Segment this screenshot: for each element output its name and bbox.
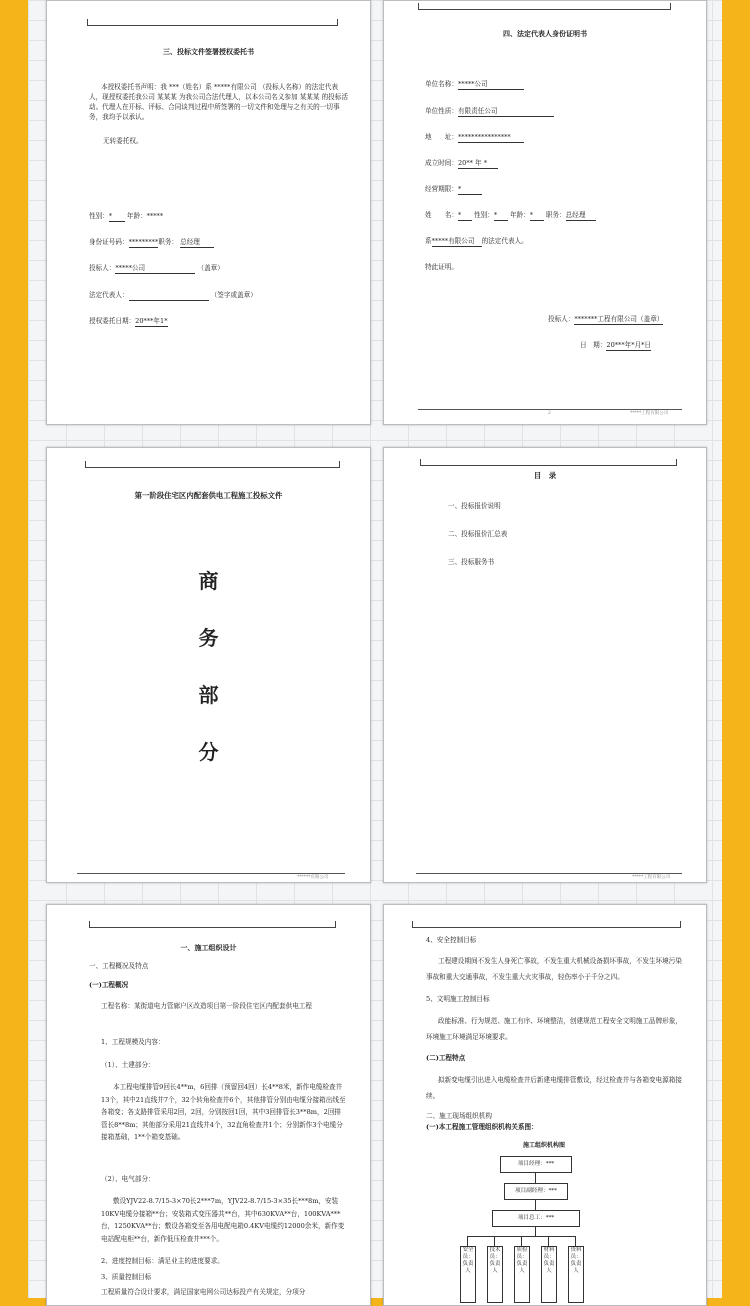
progress-target-text: 2、进度控制目标：满足业主的进度要求。 bbox=[101, 1257, 224, 1265]
page-construction-design[interactable] bbox=[46, 904, 371, 1306]
unit-nature-row: 单位性质：有限责任公司 bbox=[425, 107, 554, 117]
quality-target-text: 工程质量符合设计要求，满足国家电网公司达标投产有关规定，分项分 bbox=[101, 1288, 306, 1296]
heading-project-features: (二)工程特点 bbox=[426, 1054, 466, 1062]
heading-electrical: （2）、电气部分： bbox=[101, 1175, 155, 1183]
established-row: 成立时间：20** 年 * bbox=[425, 159, 498, 169]
address-row: 地 址：**************** bbox=[425, 133, 524, 143]
safety-paragraph: 工程建设期间不发生人身死亡事故，不发生重大机械设备损坏事故，不发生环境污染事故和重大交通事故，不发生重大火灾事故，轻伤率小于千分之四。 bbox=[426, 957, 682, 981]
page-number: 2 bbox=[548, 411, 551, 416]
civil-works-paragraph: 本工程电缆排管9回长4**m，6回排（预留回4回）长4**8米，新作电缆检查井13个，其中21直线井7个，32个转角检查井6个，其他排管分别由电缆分接箱出线至各箱变；各支路排管采用2回，2回，分别按回1回，其中3回排管长3**8m，2回排管长8**8m；其他部分采用21直线井4个，32直角检查井1个；分别新作3个电缆分接箱基础，1**个箱变基础。 bbox=[101, 1083, 346, 1142]
bidder-signature-row: 投标人：*******工程有限公司（盖章） bbox=[548, 315, 664, 324]
page-safety-organization[interactable] bbox=[383, 904, 707, 1306]
org-box-chief-engineer: 项目总工：*** bbox=[492, 1210, 580, 1227]
cover-char-3: 部 bbox=[198, 683, 219, 707]
toc-item-3[interactable]: 三、投标服务书 bbox=[448, 558, 495, 566]
page-title: 四、法定代表人身份证明书 bbox=[503, 29, 587, 38]
heading-scale: 1、工程规模及内容： bbox=[101, 1038, 165, 1046]
org-box-role-2: 技术员：负责人 bbox=[487, 1246, 503, 1303]
org-box-role-5: 资料员：负责人 bbox=[568, 1246, 584, 1303]
electrical-works-paragraph: 敷设YJV22-8.7/15-3×70长2***7m，YJV22-8.7/15-3×35长***8m，安装10KV电缆分接箱**台；安装箱式变压器共**台，其中630KVA**台，100KVA***台，1250KVA**台；敷设各箱变至各用电配电箱0.4KV电缆约12000余米，新作变电站配电柜**台，新作低压检查井***个。 bbox=[101, 1197, 345, 1243]
features-paragraph: 拟新变电缆引出进入电缆检查井后新建电缆排管敷设，经过检查井与各箱变电源箱接续。 bbox=[426, 1076, 682, 1100]
bidder-row: 投标人：*****公司 （盖章） bbox=[89, 264, 224, 273]
org-box-role-1: 安全员：负责人 bbox=[460, 1246, 476, 1303]
page-title: 三、投标文件签署授权委托书 bbox=[163, 47, 254, 56]
gender-row: 性别：* 年龄：***** bbox=[89, 212, 164, 221]
heading-site-organization: 二、施工现场组织机构 bbox=[426, 1112, 492, 1120]
cover-title: 第一阶段住宅区内配套供电工程施工投标文件 bbox=[134, 491, 283, 500]
cover-char-2: 务 bbox=[198, 626, 219, 650]
heading-civil: （1）、土建部分： bbox=[101, 1061, 155, 1069]
cover-char-4: 分 bbox=[198, 740, 219, 764]
proof-text: 特此证明。 bbox=[425, 263, 458, 271]
heading-safety-target: 4、安全控制目标 bbox=[426, 936, 477, 944]
page-legal-rep-certificate[interactable] bbox=[383, 0, 707, 425]
legal-rep-row: 法定代表人： （签字或盖章） bbox=[89, 291, 257, 300]
person-row: 姓 名：* 性别：* 年龄：* 职务：总经理 bbox=[425, 211, 596, 221]
toc-title: 目 录 bbox=[533, 471, 557, 480]
page-cover-business-section[interactable] bbox=[46, 447, 371, 883]
heading-civilized-construction: 5、文明施工控制目标 bbox=[426, 995, 490, 1003]
date-row: 授权委托日期：20***年1* bbox=[89, 317, 168, 326]
org-chart-title: 施工组织机构图 bbox=[522, 1142, 565, 1149]
period-row: 经营期限：* bbox=[425, 185, 482, 195]
authorization-paragraph: 本授权委托书声明：我 ***（姓名）系 *****有限公司 （投标人名称）的法定代表人，现授权委托我公司 某某某 为我公司合法代理人，以本公司名义参加 某某某 的投标活动。代理人在开标、评标、合同谈判过程中所签署的一切文件和处理与之有关的一切事务，我均予以承认。 bbox=[89, 83, 348, 121]
heading-project-overview: (一)工程概况 bbox=[89, 981, 129, 989]
org-box-deputy-manager: 项目副经理：*** bbox=[504, 1183, 568, 1200]
org-box-role-3: 质检员：负责人 bbox=[514, 1246, 530, 1303]
org-box-role-4: 材料员：负责人 bbox=[541, 1246, 557, 1303]
footer-company: ******有限公司 bbox=[297, 875, 329, 880]
civilized-paragraph: 政能标准、行为规范、施工有序、环境整洁，创建规范工程安全文明施工品牌形象，环境施工环境满足环境要求。 bbox=[426, 1017, 682, 1041]
toc-item-2[interactable]: 二、投标报价汇总表 bbox=[448, 530, 508, 538]
project-name-paragraph: 工程名称：某街道电力管廊户区改造项目第一阶段住宅区内配套供电工程 bbox=[101, 1002, 312, 1010]
heading-overview: 一、工程概况及特点 bbox=[89, 962, 149, 970]
quality-target-heading: 3、质量控制目标 bbox=[101, 1273, 152, 1281]
footer-company: *****工程有限公司 bbox=[632, 875, 671, 880]
date-row: 日 期：20***年*月*日 bbox=[580, 341, 652, 350]
toc-item-1[interactable]: 一、投标报价说明 bbox=[448, 502, 501, 510]
section-title: 一、施工组织设计 bbox=[180, 943, 237, 952]
no-subdelegation-text: 无转委托权。 bbox=[103, 137, 143, 145]
cover-char-1: 商 bbox=[198, 569, 219, 593]
org-box-project-manager: 项目经理：*** bbox=[500, 1156, 572, 1173]
page-table-of-contents[interactable] bbox=[383, 447, 707, 883]
footer-company: *****工程有限公司 bbox=[630, 411, 669, 416]
page-authorization-letter[interactable] bbox=[46, 0, 371, 425]
heading-org-chart: (一)本工程施工管理组织机构关系图： bbox=[426, 1123, 538, 1131]
unit-name-row: 单位名称：*****公司 bbox=[425, 80, 524, 90]
system-row: 系*****有限公司 的法定代表人。 bbox=[425, 237, 528, 246]
id-row: 身份证号码：*********职务： 总经理 bbox=[89, 238, 214, 248]
